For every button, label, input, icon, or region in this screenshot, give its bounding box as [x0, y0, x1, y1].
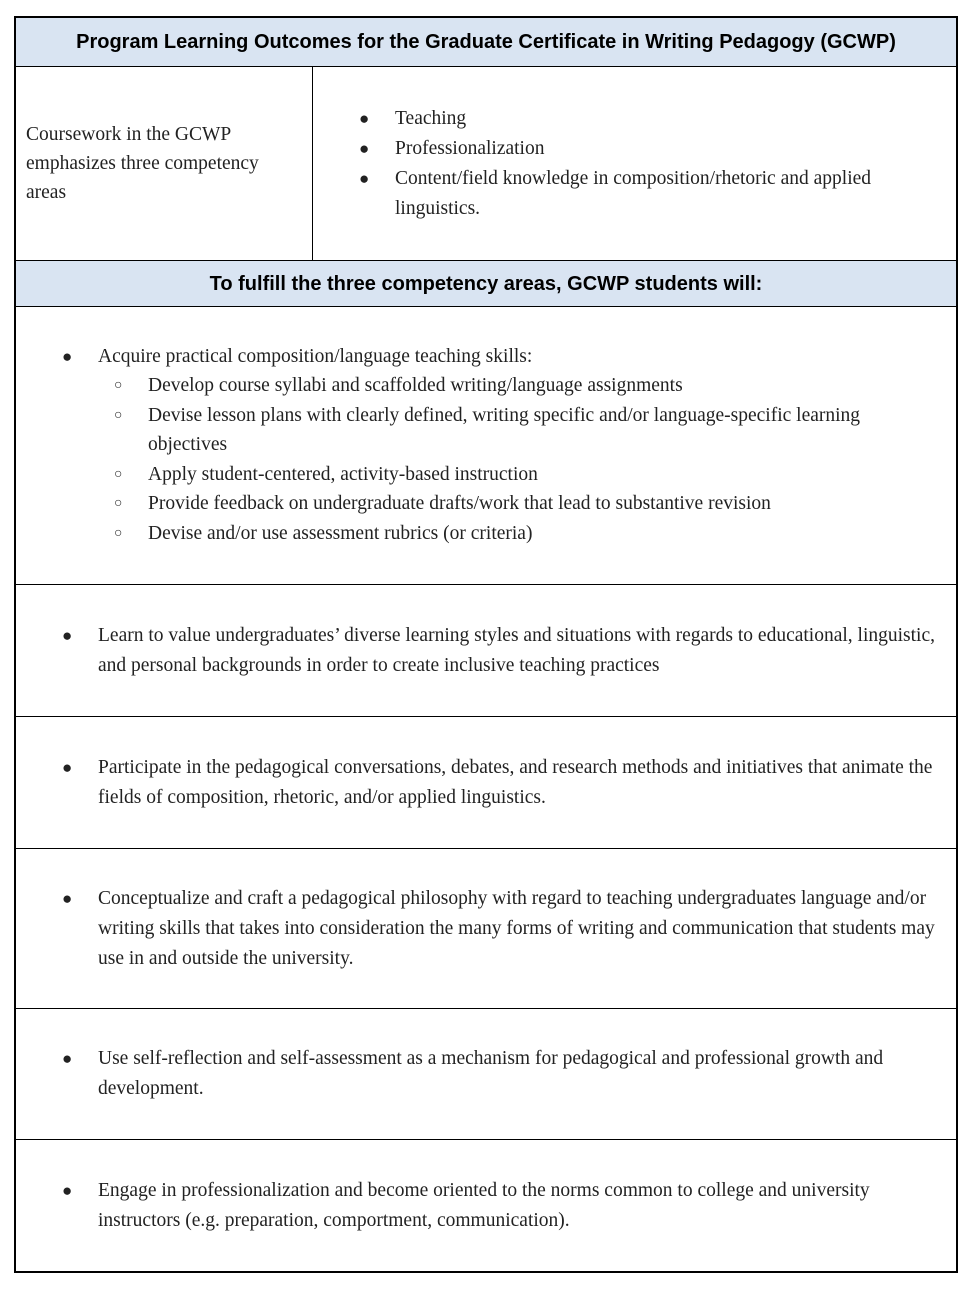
bullet-icon: ●: [62, 888, 73, 908]
sub-bullet-icon: ○: [114, 496, 123, 511]
teaching-skills-sublist: [16, 371, 940, 548]
competency-area-content-knowledge: Content/field knowledge in composition/rhetoric and applied linguistics.: [395, 167, 872, 219]
bullet-icon: ●: [62, 1049, 73, 1068]
learning-outcomes-table: [14, 16, 958, 1273]
competency-area-professionalization: Professionalization: [395, 137, 545, 159]
outcome-item: [16, 1044, 940, 1104]
coursework-label: Coursework in the GCWP emphasizes three competency areas: [26, 124, 259, 203]
bullet-icon: ●: [62, 347, 73, 366]
list-item: [313, 104, 944, 134]
list-item: [313, 164, 944, 224]
outcome-row-professionalization: [16, 1139, 956, 1271]
outcome-item: [16, 343, 940, 371]
outcome-row-pedagogical-philosophy: [16, 848, 956, 1008]
sub-item-text: Provide feedback on undergraduate drafts/work that lead to substantive revision: [148, 493, 771, 514]
sub-item-text: Develop course syllabi and scaffolded writing/language assignments: [148, 375, 683, 396]
outcome-text: Learn to value undergraduates’ diverse learning styles and situations with regards to educational, linguistic, and personal backgrounds in order to create inclusive teaching practices: [98, 624, 935, 676]
sub-list-item: [76, 371, 940, 401]
sub-bullet-icon: ○: [114, 466, 123, 482]
outcome-item: [16, 1176, 940, 1236]
list-item: [313, 134, 944, 164]
sub-list-item: [76, 401, 940, 460]
bullet-icon: ●: [62, 625, 73, 645]
competency-areas-cell: [313, 67, 956, 260]
outcome-row-diverse-learning: [16, 584, 956, 716]
sub-list-item: [76, 460, 940, 490]
sub-list-item: [76, 519, 940, 549]
table-title-header: [16, 18, 956, 66]
outcome-text: Conceptualize and craft a pedagogical philosophy with regard to teaching undergraduates language and/or writing skills that takes into consideration the many forms of writing and communication that students may use in and outside the university.: [98, 887, 935, 969]
bullet-icon: ●: [62, 757, 73, 777]
competency-area-teaching: Teaching: [395, 107, 467, 129]
section-heading-header: [16, 260, 956, 306]
outcome-row-self-reflection: [16, 1008, 956, 1139]
outcome-text: Engage in professionalization and become oriented to the norms common to college and university instructors (e.g. preparation, comportment, communication).: [98, 1179, 870, 1231]
outcome-item: [16, 621, 940, 681]
coursework-cell: [16, 67, 313, 260]
outcome-item: [16, 753, 940, 813]
bullet-icon: ●: [359, 168, 370, 188]
outcome-row-teaching-skills: [16, 306, 956, 584]
sub-bullet-icon: ○: [114, 378, 123, 393]
outcome-text: Participate in the pedagogical conversations, debates, and research methods and initiatives that animate the fields of composition, rhetoric, and/or applied linguistics.: [98, 756, 933, 808]
sub-item-text: Devise and/or use assessment rubrics (or criteria): [148, 522, 533, 544]
bullet-icon: ●: [359, 138, 370, 158]
sub-bullet-icon: ○: [114, 525, 123, 541]
bullet-icon: ●: [62, 1180, 73, 1200]
sub-list-item: [76, 489, 940, 519]
outcome-text: Use self-reflection and self-assessment as a mechanism for pedagogical and professional growth and development.: [98, 1048, 884, 1099]
sub-item-text: Apply student-centered, activity-based instruction: [148, 463, 538, 485]
section-heading: To fulfill the three competency areas, GCWP students will:: [209, 273, 763, 295]
outcome-cell: [16, 343, 940, 548]
sub-item-text: Devise lesson plans with clearly defined, writing specific and/or language-specific learning objectives: [148, 404, 861, 455]
sub-bullet-icon: ○: [114, 407, 123, 423]
bullet-icon: ●: [359, 108, 370, 128]
outcome-text: Acquire practical composition/language teaching skills:: [98, 346, 533, 367]
table-title: Program Learning Outcomes for the Graduate Certificate in Writing Pedagogy (GCWP): [76, 31, 896, 53]
outcome-item: [16, 884, 940, 974]
competency-areas-list: [313, 104, 944, 224]
competency-areas-row: [16, 66, 956, 260]
outcome-row-pedagogical-conversations: [16, 716, 956, 848]
